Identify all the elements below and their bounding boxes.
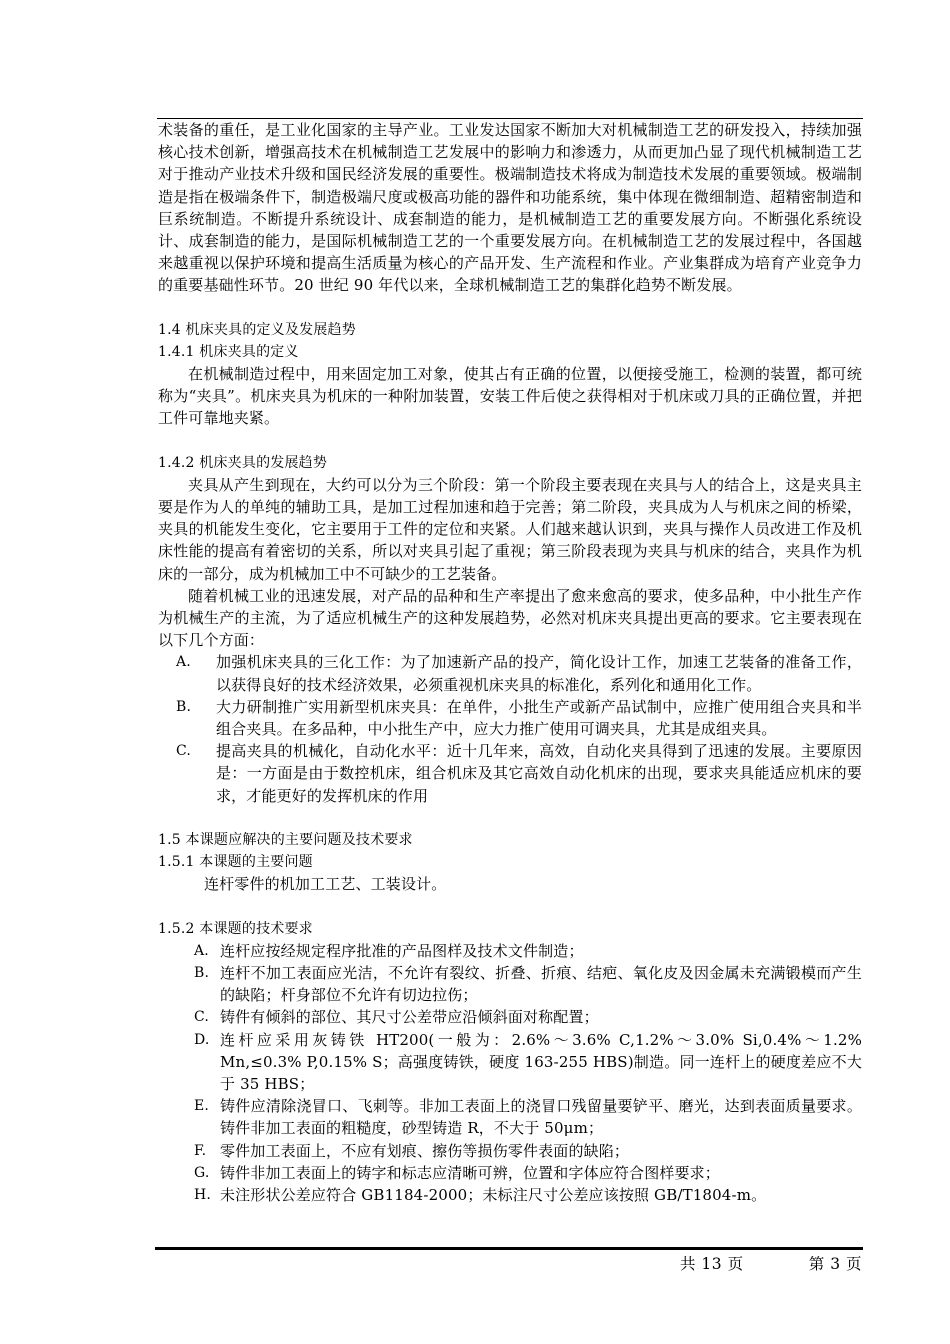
list-item-text: 零件加工表面上，不应有划痕、擦伤等损伤零件表面的缺陷；: [220, 1141, 630, 1160]
definition-paragraph: 在机械制造过程中，用来固定加工对象，使其占有正确的位置，以便接受施工，检测的装置，都可统称为“夹具”。机床夹具为机床的一种附加装置，安装工件后使之获得相对于机床或刀具的正确位置，并把工件可靠地夹紧。: [158, 365, 862, 428]
current-page: 第 3 页: [808, 1255, 862, 1273]
list-item-text: 连杆应按经规定程序批准的产品图样及技术文件制造；: [220, 941, 584, 960]
list-item-text: 铸件有倾斜的部位、其尺寸公差带应沿倾斜面对称配置；: [220, 1008, 599, 1027]
subsection-heading-1-5-2: 1.5.2 本课题的技术要求: [158, 920, 313, 937]
list-item: [158, 1140, 862, 1162]
subsection-heading-1-5-1: 1.5.1 本课题的主要问题: [158, 854, 313, 871]
footer-rule: [155, 1247, 863, 1250]
list-item-text: 连杆不加工表面应光洁，不允许有裂纹、折叠、折痕、结疤、氧化皮及因金属未充满锻模而产生的缺陷；杆身部位不允许有切边拉伤；: [220, 963, 862, 1005]
list-item-text: 加强机床夹具的三化工作：为了加速新产品的投产，简化设计工作，加速工艺装备的准备工作，以获得良好的技术经济效果，必须重视机床夹具的标准化，系列化和通用化工作。: [216, 653, 862, 694]
trend-list: [158, 651, 862, 806]
trend-paragraph-2: 随着机械工业的迅速发展，对产品的品种和生产率提出了愈来愈高的要求，使多品种，中小批生产作为机械生产的主流，为了适应机械生产的这种发展趋势，必然对机床夹具提出更高的要求。它主要表现在以下几个方面：: [158, 586, 862, 650]
section-heading-1-4: 1.4 机床夹具的定义及发展趋势: [158, 321, 356, 338]
list-item: [158, 940, 862, 962]
list-marker: F.: [194, 1142, 207, 1159]
list-marker: G.: [194, 1164, 210, 1181]
list-marker: C.: [176, 743, 191, 760]
list-item-text: 提高夹具的机械化，自动化水平：近十几年来，高效，自动化夹具得到了迅速的发展。主要原因是：一方面是由于数控机床，组合机床及其它高效自动化机床的出现，要求夹具能适应机床的要求，才能更好的发挥机床的作用: [216, 742, 862, 805]
intro-paragraph: 术装备的重任，是工业化国家的主导产业。工业发达国家不断加大对机械制造工艺的研发投入，持续加强核心技术创新，增强高技术在机械制造工艺发展中的影响力和渗透力，从而更加凸显了现代机械制造工艺对于推动产业技术升级和国民经济发展的重要性。极端制造技术将成为制造技术发展的重要领域。极端制造是指在极端条件下，制造极端尺度或极高功能的器件和功能系统，集中体现在微细制造、超精密制造和巨系统制造。不断提升系统设计、成套制造的能力，是机械制造工艺的重要发展方向。不断强化系统设计、成套制造的能力，是国际机械制造工艺的一个重要发展方向。在机械制造工艺的发展过程中，各国越来越重视以保护环境和提高生活质量为核心的产品开发、生产流程和作业。产业集群成为培育产业竞争力的重要基础性环节。20 世纪 90 年代以来，全球机械制造工艺的集群化趋势不断发展。: [158, 121, 862, 295]
section-heading-1-5: 1.5 本课题应解决的主要问题及技术要求: [158, 831, 413, 848]
page-footer: [680, 1252, 862, 1274]
list-marker: C.: [194, 1009, 209, 1026]
list-item: [158, 740, 862, 807]
list-item: [158, 1095, 862, 1139]
list-item-text: 连杆应采用灰铸铁 HT200(一般为：2.6%～3.6% C,1.2%～3.0% Si,0.4%～1.2% Mn,≤0.3% P,0.15% S；高强度铸铁，硬度 163-255 HBS)制造。同一连杆上的硬度差应不大于 35 HBS；: [220, 1030, 862, 1093]
list-marker: A.: [194, 942, 209, 959]
list-item-text: 铸件应清除浇冒口、飞刺等。非加工表面上的浇冒口残留量要铲平、磨光，达到表面质量要求。铸件非加工表面的粗糙度，砂型铸造 R，不大于 50μm；: [220, 1097, 862, 1138]
list-item: [158, 1029, 862, 1096]
trend-paragraph-1: 夹具从产生到现在，大约可以分为三个阶段：第一个阶段主要表现在夹具与人的结合上，这是夹具主要是作为人的单纯的辅助工具，是加工过程加速和趋于完善；第二阶段，夹具成为人与机床之间的桥梁，夹具的机能发生变化，它主要用于工件的定位和夹紧。人们越来越认识到，夹具与操作人员改进工作及机床性能的提高有着密切的关系，所以对夹具引起了重视；第三阶段表现为夹具与机床的结合，夹具作为机床的一部分，成为机械加工中不可缺少的工艺装备。: [158, 475, 862, 583]
list-item: [158, 696, 862, 740]
requirements-list: [158, 940, 862, 1206]
list-item: [158, 1162, 862, 1184]
list-marker: E.: [194, 1098, 209, 1115]
list-item-text: 铸件非加工表面上的铸字和标志应清晰可辨，位置和字体应符合图样要求；: [220, 1163, 720, 1182]
list-marker: B.: [176, 698, 192, 715]
document-body: [158, 119, 862, 1206]
list-marker: A.: [176, 654, 191, 671]
total-pages: 共 13 页: [680, 1255, 744, 1273]
list-item-text: 未注形状公差应符合 GB1184-2000；未标注尺寸公差应该按照 GB/T1804-m。: [220, 1185, 767, 1204]
list-item: [158, 1184, 862, 1206]
list-item: [158, 1006, 862, 1028]
subsection-heading-1-4-2: 1.4.2 机床夹具的发展趋势: [158, 454, 328, 471]
list-item-text: 大力研制推广实用新型机床夹具：在单件，小批生产或新产品试制中，应推广使用组合夹具和半组合夹具。在多品种，中小批生产中，应大力推广使用可调夹具，尤其是成组夹具。: [216, 697, 862, 739]
list-item: [158, 962, 862, 1006]
subsection-heading-1-4-1: 1.4.1 机床夹具的定义: [158, 343, 299, 360]
list-marker: D.: [194, 1031, 210, 1048]
main-problem-text: 连杆零件的机加工工艺、工装设计。: [204, 875, 447, 894]
list-marker: H.: [194, 1186, 211, 1203]
list-item: [158, 651, 862, 695]
list-marker: B.: [194, 964, 210, 981]
